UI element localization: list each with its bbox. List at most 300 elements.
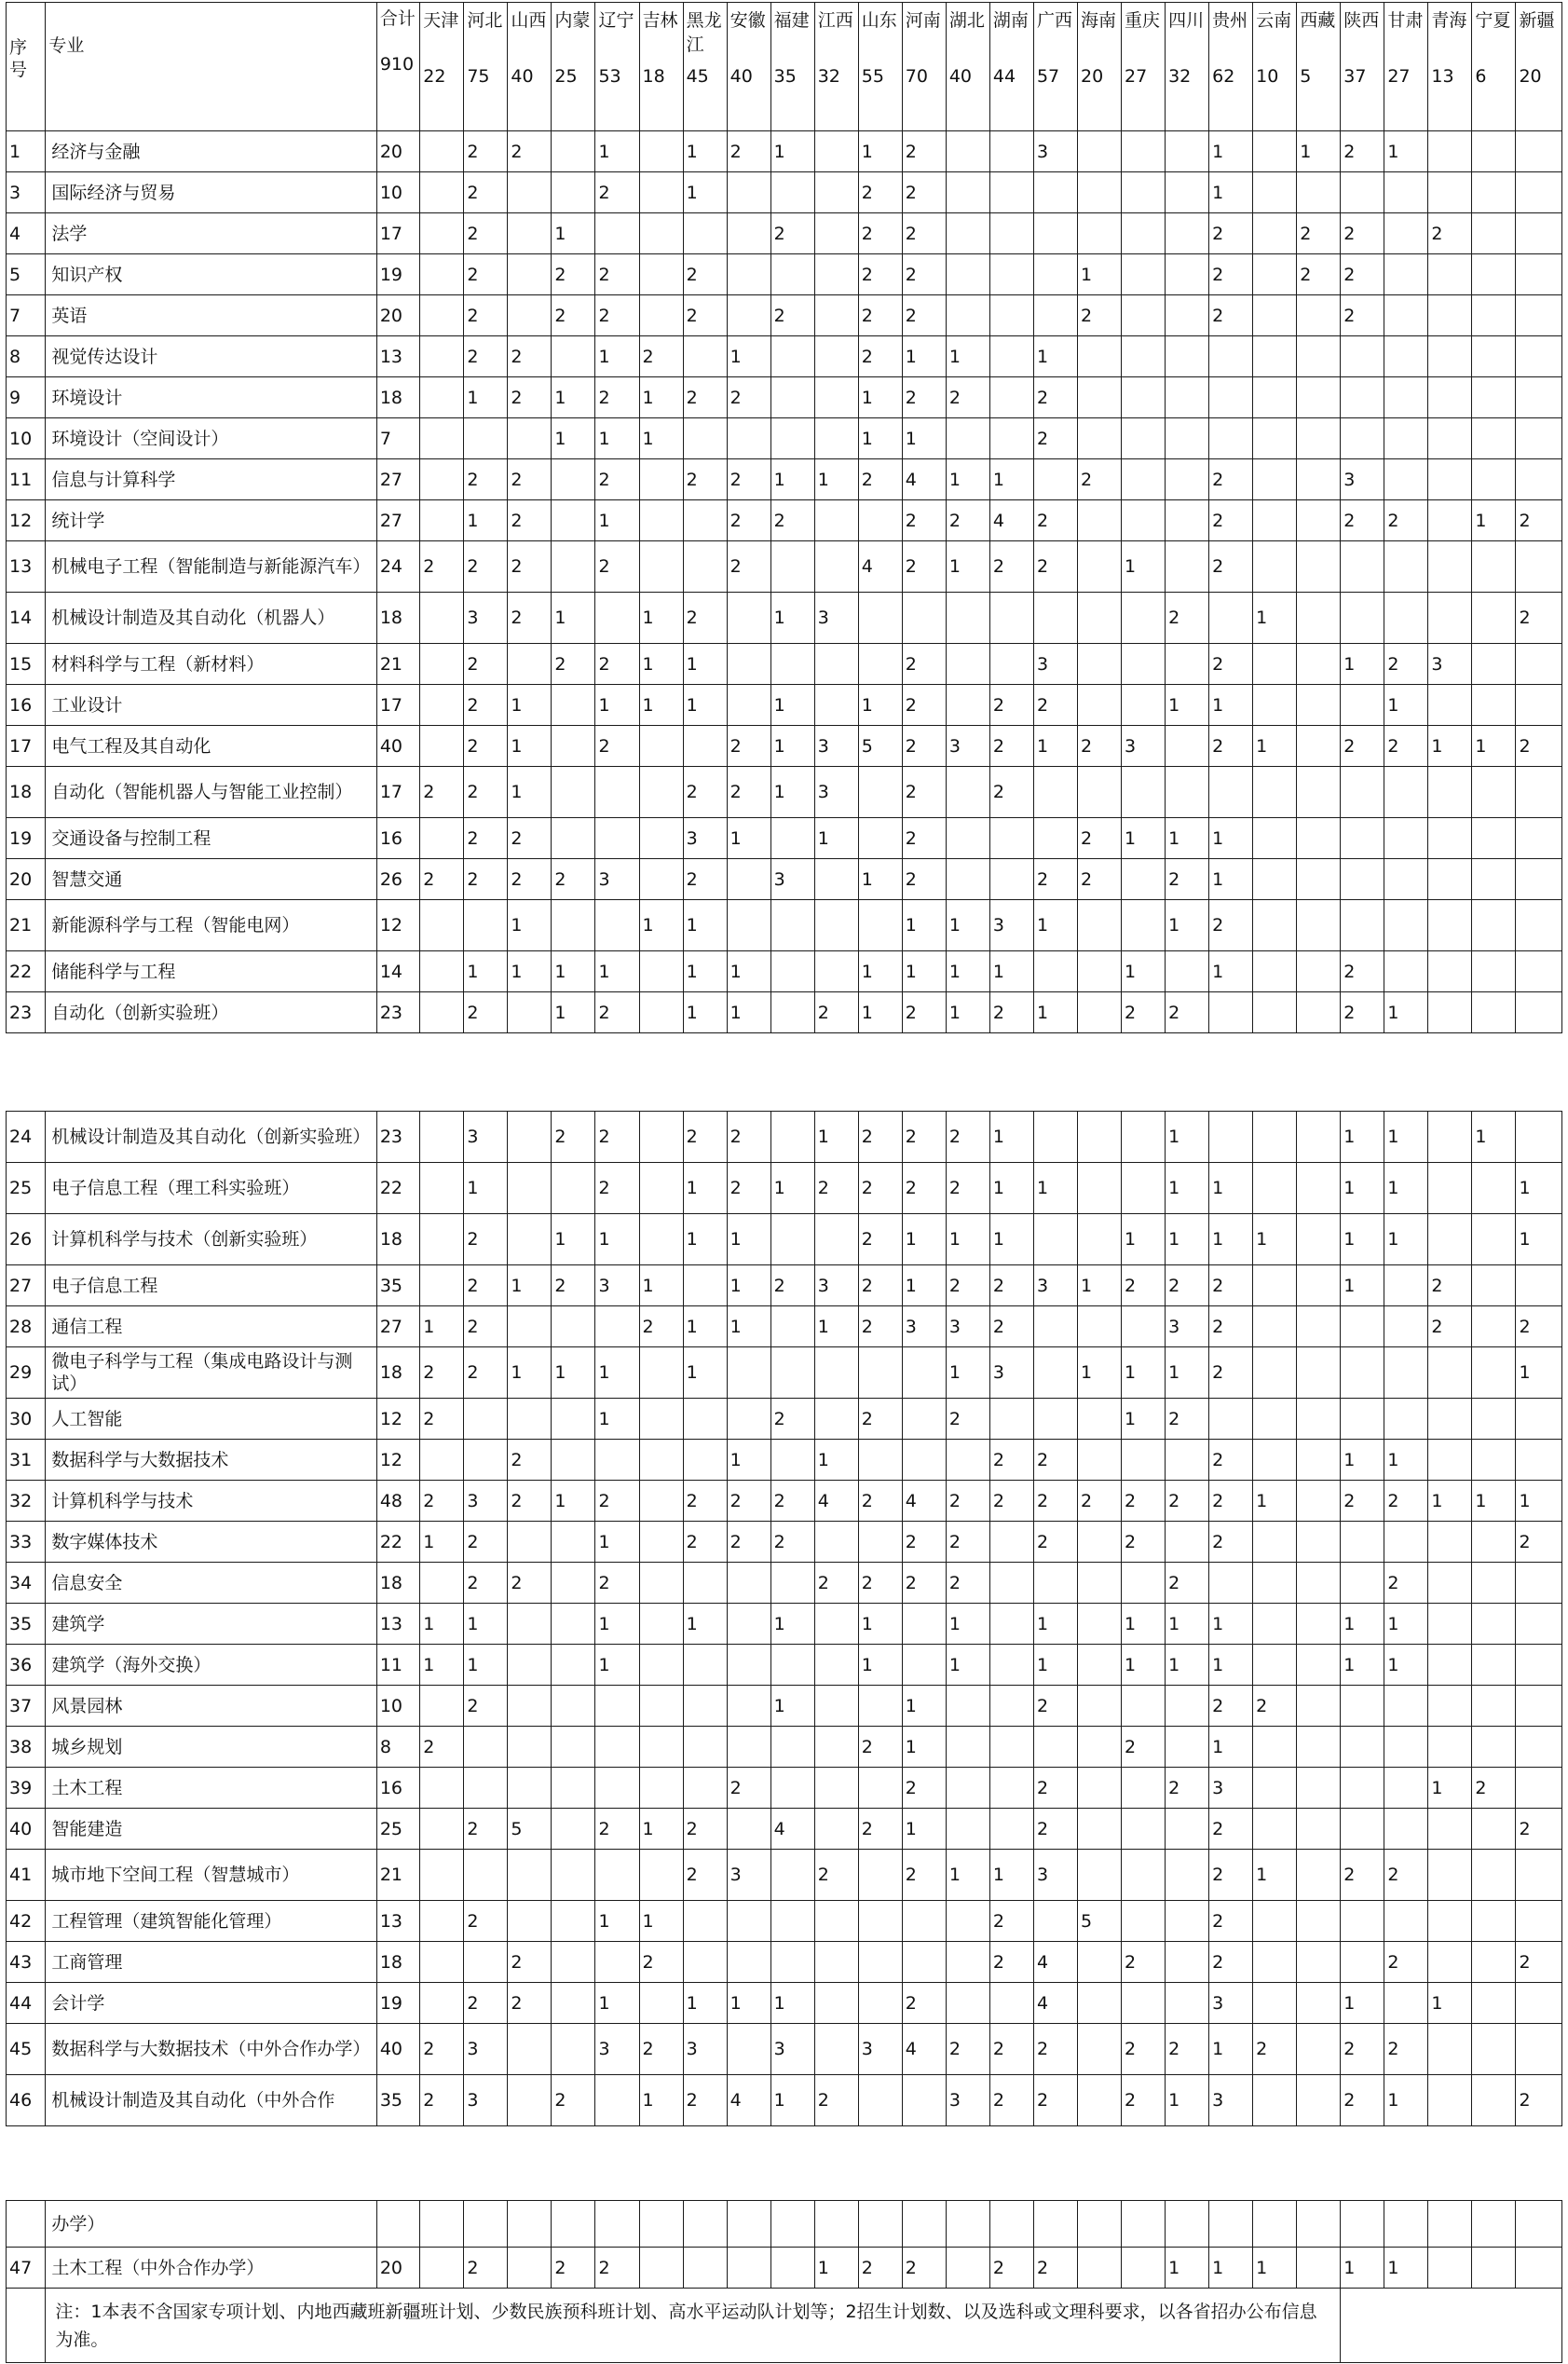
total-count: 910 <box>379 54 415 75</box>
row-cell <box>508 213 552 254</box>
row-cell: 2 <box>989 1440 1033 1481</box>
row-total: 18 <box>376 1214 419 1265</box>
row-cell <box>770 1901 814 1942</box>
row-cell: 1 <box>508 767 552 818</box>
row-cell: 1 <box>683 900 727 951</box>
row-cell <box>1122 1686 1166 1727</box>
row-cell: 1 <box>1122 541 1166 593</box>
row-seq: 11 <box>7 459 46 500</box>
row-cell <box>1077 172 1121 213</box>
row-cell: 1 <box>1472 1481 1516 1522</box>
row-cell: 2 <box>1341 1850 1384 1901</box>
province-name: 贵州 <box>1212 10 1248 31</box>
row-cell <box>1209 767 1253 818</box>
row-cell <box>683 1645 727 1686</box>
row-cell <box>770 541 814 593</box>
row-cell: 2 <box>552 254 595 295</box>
row-cell: 1 <box>858 1645 902 1686</box>
row-cell <box>1253 767 1297 818</box>
row-cell <box>1428 1112 1472 1163</box>
row-cell <box>1122 767 1166 818</box>
row-cell <box>946 1686 989 1727</box>
row-cell <box>1384 767 1428 818</box>
row-cell <box>1122 1983 1166 2024</box>
row-cell <box>814 1901 858 1942</box>
row-cell <box>1516 951 1562 992</box>
row-cell: 2 <box>420 541 464 593</box>
province-count: 45 <box>686 66 709 87</box>
row-cell <box>639 1727 683 1768</box>
row-cell: 1 <box>1253 2248 1297 2289</box>
row-cell <box>1516 336 1562 377</box>
continuation-row <box>7 2201 1562 2248</box>
row-cell <box>1472 2075 1516 2126</box>
row-cell <box>552 1983 595 2024</box>
row-cell: 1 <box>1341 1983 1384 2024</box>
row-cell <box>508 295 552 336</box>
row-cell <box>1341 172 1384 213</box>
row-major: 数据科学与大数据技术（中外合作办学） <box>46 2024 376 2075</box>
row-cell: 1 <box>683 951 727 992</box>
row-cell <box>1297 2024 1341 2075</box>
province-header <box>1253 3 1297 131</box>
row-major: 英语 <box>46 295 376 336</box>
row-cell <box>420 1163 464 1214</box>
row-major: 机械设计制造及其自动化（机器人） <box>46 593 376 644</box>
row-cell: 1 <box>1341 1265 1384 1306</box>
row-cell <box>1077 900 1121 951</box>
row-cell <box>1077 1942 1121 1983</box>
row-cell: 2 <box>1384 1481 1428 1522</box>
row-cell <box>1033 767 1077 818</box>
row-cell: 1 <box>595 500 639 541</box>
province-count: 10 <box>1256 66 1279 87</box>
row-cell: 1 <box>1384 1604 1428 1645</box>
row-cell <box>989 2201 1033 2248</box>
province-name: 海南 <box>1080 10 1116 31</box>
row-cell: 1 <box>902 1265 946 1306</box>
row-cell <box>989 1686 1033 1727</box>
row-cell: 2 <box>1428 1306 1472 1347</box>
row-cell <box>420 1809 464 1850</box>
row-cell <box>1297 859 1341 900</box>
row-cell <box>1384 1347 1428 1399</box>
row-cell: 1 <box>1209 685 1253 726</box>
row-cell <box>1122 254 1166 295</box>
row-cell <box>946 1983 989 2024</box>
row-cell <box>1297 1306 1341 1347</box>
table-row <box>7 818 1562 859</box>
row-cell <box>1297 593 1341 644</box>
row-cell <box>1516 541 1562 593</box>
header-row <box>7 3 1562 131</box>
row-cell: 2 <box>420 859 464 900</box>
row-cell: 2 <box>1341 2075 1384 2126</box>
row-total: 12 <box>376 1399 419 1440</box>
row-total: 16 <box>376 1768 419 1809</box>
row-cell <box>1516 1850 1562 1901</box>
row-cell: 2 <box>1122 1727 1166 1768</box>
row-cell: 2 <box>902 1563 946 1604</box>
row-cell: 1 <box>946 1850 989 1901</box>
row-cell: 2 <box>1209 1809 1253 1850</box>
row-cell <box>464 1768 508 1809</box>
row-cell <box>989 1604 1033 1645</box>
row-cell <box>639 818 683 859</box>
row-cell: 3 <box>946 726 989 767</box>
row-cell <box>770 1112 814 1163</box>
row-cell <box>1472 1265 1516 1306</box>
row-cell <box>1472 377 1516 418</box>
row-cell <box>683 1265 727 1306</box>
row-cell: 3 <box>814 1265 858 1306</box>
row-cell: 1 <box>1253 593 1297 644</box>
row-cell: 2 <box>1516 2075 1562 2126</box>
row-cell: 2 <box>989 1942 1033 1983</box>
row-cell: 2 <box>683 1850 727 1901</box>
row-cell <box>814 685 858 726</box>
table-row <box>7 2248 1562 2289</box>
row-cell: 2 <box>858 336 902 377</box>
row-cell: 4 <box>770 1809 814 1850</box>
row-major: 微电子科学与工程（集成电路设计与测试） <box>46 1347 376 1399</box>
row-cell: 2 <box>1384 644 1428 685</box>
row-cell: 2 <box>902 254 946 295</box>
row-cell: 2 <box>946 1563 989 1604</box>
row-cell: 2 <box>946 2024 989 2075</box>
row-cell: 2 <box>1166 1768 1209 1809</box>
row-cell: 2 <box>420 1727 464 1768</box>
row-cell: 2 <box>1209 1347 1253 1399</box>
row-cell: 1 <box>464 1163 508 1214</box>
row-cell <box>1341 336 1384 377</box>
row-cell: 1 <box>508 726 552 767</box>
row-cell: 2 <box>595 1163 639 1214</box>
row-cell <box>1472 2248 1516 2289</box>
row-cell <box>1341 900 1384 951</box>
row-cell: 1 <box>1209 1214 1253 1265</box>
row-cell <box>1341 541 1384 593</box>
row-cell <box>989 131 1033 172</box>
row-total: 22 <box>376 1163 419 1214</box>
row-cell <box>1122 1306 1166 1347</box>
row-cell: 1 <box>989 1214 1033 1265</box>
row-cell <box>1472 1522 1516 1563</box>
row-cell: 2 <box>639 1306 683 1347</box>
row-seq: 12 <box>7 500 46 541</box>
row-cell: 1 <box>814 1112 858 1163</box>
row-cell <box>552 541 595 593</box>
row-cell <box>1297 1850 1341 1901</box>
row-cell <box>946 131 989 172</box>
row-cell <box>814 1214 858 1265</box>
row-cell <box>770 1563 814 1604</box>
province-name: 四川 <box>1168 10 1205 31</box>
row-cell <box>464 1727 508 1768</box>
row-cell: 2 <box>1209 500 1253 541</box>
row-cell: 3 <box>595 1265 639 1306</box>
row-cell <box>1516 1563 1562 1604</box>
row-cell: 1 <box>552 951 595 992</box>
table-row <box>7 1645 1562 1686</box>
row-cell <box>858 1942 902 1983</box>
row-cell: 1 <box>595 1399 639 1440</box>
row-cell: 2 <box>1122 1522 1166 1563</box>
row-cell: 2 <box>1209 295 1253 336</box>
row-cell <box>683 1440 727 1481</box>
row-cell <box>727 900 770 951</box>
row-cell <box>595 1768 639 1809</box>
row-cell: 2 <box>902 644 946 685</box>
row-cell: 2 <box>902 1163 946 1214</box>
row-cell: 2 <box>464 541 508 593</box>
row-cell <box>727 172 770 213</box>
row-cell <box>1472 1645 1516 1686</box>
row-cell <box>639 1214 683 1265</box>
row-total: 12 <box>376 900 419 951</box>
row-cell <box>1253 254 1297 295</box>
row-cell <box>683 1768 727 1809</box>
row-major: 数字媒体技术 <box>46 1522 376 1563</box>
row-cell: 4 <box>902 1481 946 1522</box>
table-row <box>7 644 1562 685</box>
row-cell: 2 <box>727 131 770 172</box>
row-cell <box>683 500 727 541</box>
row-cell <box>1428 2075 1472 2126</box>
row-cell: 1 <box>1077 1265 1121 1306</box>
row-cell <box>1077 1645 1121 1686</box>
row-cell <box>1077 992 1121 1033</box>
row-seq: 14 <box>7 593 46 644</box>
row-cell <box>727 644 770 685</box>
row-major: 工业设计 <box>46 685 376 726</box>
row-cell <box>902 2075 946 2126</box>
row-cell <box>639 767 683 818</box>
row-cell <box>989 1563 1033 1604</box>
row-cell <box>1472 1347 1516 1399</box>
row-cell <box>639 1604 683 1645</box>
row-cell <box>1209 1399 1253 1440</box>
table-row <box>7 685 1562 726</box>
province-header <box>1341 3 1384 131</box>
row-cell <box>989 172 1033 213</box>
row-cell: 2 <box>508 1481 552 1522</box>
row-cell: 1 <box>814 1440 858 1481</box>
row-total: 20 <box>376 131 419 172</box>
table-row <box>7 254 1562 295</box>
row-cell <box>1428 1604 1472 1645</box>
province-header <box>727 3 770 131</box>
row-cell: 2 <box>464 1265 508 1306</box>
row-cell: 1 <box>1166 2075 1209 2126</box>
row-cell: 1 <box>683 1604 727 1645</box>
row-cell <box>639 992 683 1033</box>
row-cell: 1 <box>946 992 989 1033</box>
row-seq: 25 <box>7 1163 46 1214</box>
row-cell <box>770 818 814 859</box>
row-cell: 2 <box>902 1983 946 2024</box>
row-cell <box>814 377 858 418</box>
row-cell: 1 <box>1077 254 1121 295</box>
row-cell <box>1472 213 1516 254</box>
row-cell <box>858 1686 902 1727</box>
row-cell: 1 <box>1384 1214 1428 1265</box>
row-cell: 1 <box>1033 336 1077 377</box>
row-cell <box>1516 377 1562 418</box>
province-count: 27 <box>1387 66 1411 87</box>
row-cell: 2 <box>1077 459 1121 500</box>
row-cell <box>1341 1522 1384 1563</box>
row-total: 24 <box>376 541 419 593</box>
row-cell <box>902 1440 946 1481</box>
row-cell <box>727 1563 770 1604</box>
row-cell <box>552 1522 595 1563</box>
row-seq: 36 <box>7 1645 46 1686</box>
row-cell <box>1253 1163 1297 1214</box>
row-cell <box>1122 172 1166 213</box>
row-cell: 3 <box>1209 1768 1253 1809</box>
row-seq: 29 <box>7 1347 46 1399</box>
row-cell: 5 <box>858 726 902 767</box>
row-cell <box>508 1645 552 1686</box>
row-total: 8 <box>376 1727 419 1768</box>
row-cell <box>1384 336 1428 377</box>
row-cell: 1 <box>770 131 814 172</box>
row-cell <box>1122 1563 1166 1604</box>
row-cell <box>508 1727 552 1768</box>
row-cell <box>946 685 989 726</box>
row-cell <box>595 593 639 644</box>
row-cell: 1 <box>552 1214 595 1265</box>
row-cell <box>727 1727 770 1768</box>
row-total: 19 <box>376 1983 419 2024</box>
row-cell <box>1516 418 1562 459</box>
row-cell <box>464 418 508 459</box>
row-cell: 2 <box>858 213 902 254</box>
row-cell: 1 <box>989 459 1033 500</box>
row-cell <box>727 213 770 254</box>
row-cell <box>1384 1522 1428 1563</box>
row-cell: 2 <box>946 1522 989 1563</box>
row-cell <box>1472 1440 1516 1481</box>
row-cell <box>1428 1809 1472 1850</box>
row-cell <box>639 1347 683 1399</box>
row-cell <box>858 900 902 951</box>
row-cell <box>595 213 639 254</box>
row-cell: 2 <box>946 377 989 418</box>
row-cell <box>1516 1727 1562 1768</box>
row-cell <box>1253 172 1297 213</box>
row-cell: 1 <box>946 1214 989 1265</box>
row-cell: 1 <box>1209 2248 1253 2289</box>
row-cell: 2 <box>1033 1481 1077 1522</box>
row-cell <box>508 172 552 213</box>
row-cell: 1 <box>1209 131 1253 172</box>
row-cell <box>1472 1686 1516 1727</box>
province-name: 重庆 <box>1125 10 1161 31</box>
row-cell: 1 <box>727 992 770 1033</box>
row-cell: 2 <box>1209 726 1253 767</box>
row-cell <box>639 2201 683 2248</box>
row-cell <box>770 2248 814 2289</box>
row-cell: 2 <box>683 767 727 818</box>
row-cell: 2 <box>1209 254 1253 295</box>
row-major: 数据科学与大数据技术 <box>46 1440 376 1481</box>
row-seq: 15 <box>7 644 46 685</box>
row-major: 新能源科学与工程（智能电网） <box>46 900 376 951</box>
row-cell: 1 <box>1384 2075 1428 2126</box>
row-cell: 1 <box>814 818 858 859</box>
row-cell: 2 <box>858 1214 902 1265</box>
row-cell <box>727 859 770 900</box>
row-cell: 2 <box>595 2248 639 2289</box>
row-seq: 37 <box>7 1686 46 1727</box>
row-cell <box>727 418 770 459</box>
table-row <box>7 1347 1562 1399</box>
row-cell <box>1122 1809 1166 1850</box>
row-cell <box>552 1850 595 1901</box>
row-cell: 1 <box>902 1214 946 1265</box>
row-cell <box>946 418 989 459</box>
row-cell: 2 <box>989 541 1033 593</box>
row-cell: 1 <box>683 1214 727 1265</box>
row-cell <box>1516 2248 1562 2289</box>
row-cell <box>420 2248 464 2289</box>
row-cell <box>1166 644 1209 685</box>
row-cell: 2 <box>683 593 727 644</box>
row-cell <box>1297 295 1341 336</box>
row-cell: 1 <box>1077 1347 1121 1399</box>
row-cell <box>902 1604 946 1645</box>
row-cell <box>727 593 770 644</box>
row-cell <box>639 1768 683 1809</box>
row-cell <box>595 1850 639 1901</box>
row-cell <box>1297 1399 1341 1440</box>
row-cell <box>1122 1112 1166 1163</box>
table-row <box>7 131 1562 172</box>
row-cell: 2 <box>858 1727 902 1768</box>
row-cell <box>683 1399 727 1440</box>
row-cell <box>858 818 902 859</box>
row-cell <box>1516 1440 1562 1481</box>
row-cell: 1 <box>1209 2024 1253 2075</box>
note-blank <box>1341 2289 1562 2363</box>
row-cell <box>1297 377 1341 418</box>
row-cell <box>1297 726 1341 767</box>
row-cell: 2 <box>1033 500 1077 541</box>
row-cell <box>1033 213 1077 254</box>
row-cell: 3 <box>814 726 858 767</box>
row-cell <box>1122 685 1166 726</box>
row-cell: 1 <box>595 336 639 377</box>
row-cell <box>770 254 814 295</box>
province-name: 山西 <box>511 10 547 31</box>
row-cell: 1 <box>1341 644 1384 685</box>
row-cell <box>1297 459 1341 500</box>
row-cell <box>508 418 552 459</box>
row-cell <box>770 1942 814 1983</box>
row-cell: 2 <box>902 2248 946 2289</box>
row-cell <box>1428 1563 1472 1604</box>
row-cell <box>1033 254 1077 295</box>
row-cell <box>1428 1686 1472 1727</box>
row-cell <box>858 500 902 541</box>
row-cell <box>1077 593 1121 644</box>
row-cell <box>727 2024 770 2075</box>
row-cell <box>946 2248 989 2289</box>
row-cell: 1 <box>1166 1214 1209 1265</box>
province-header <box>552 3 595 131</box>
